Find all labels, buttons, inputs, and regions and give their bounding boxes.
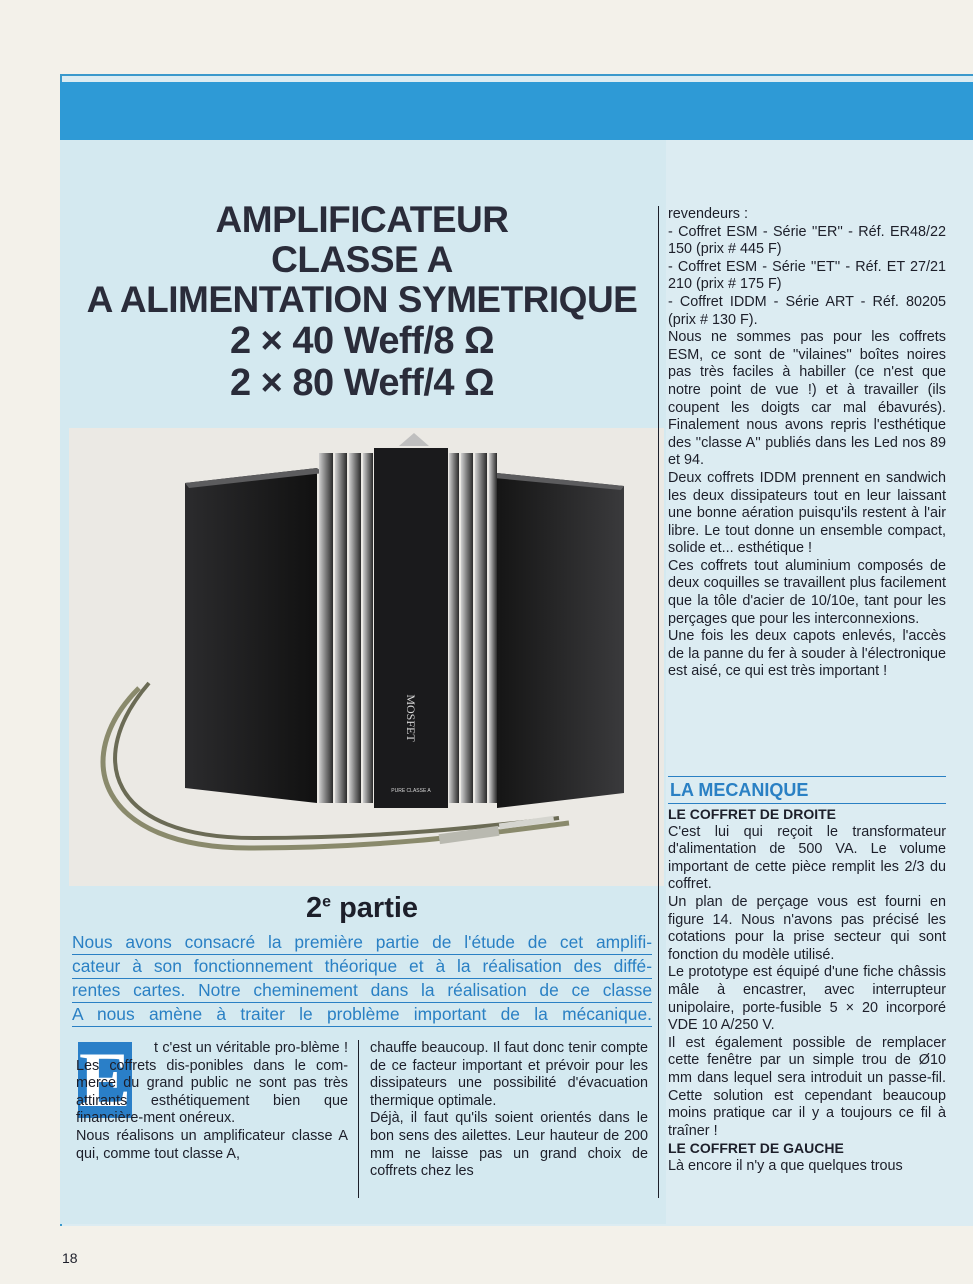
column-2 <box>370 1040 648 1181</box>
col3-paragraph: Il est également possible de remplacer cette fenêtre par un simple trou de Ø10 mm dans lequel sera introduit un passe-fil. Cette solution est cependant beaucoup moins pratique car il y a toujours ce fil à traîner ! <box>668 1034 946 1139</box>
pure-classe-a-label: PURE CLASSE A <box>391 788 431 794</box>
part-title <box>62 892 662 925</box>
drop-cap: E <box>78 1036 132 1123</box>
title-line-1: AMPLIFICATEUR <box>215 199 509 240</box>
column-divider <box>658 206 659 1198</box>
column-3-bottom <box>668 806 946 1175</box>
col3-paragraph: Une fois les deux capots enlevés, l'accès de la panne du fer à souder à l'électronique est aisé, ce qui est très important ! <box>668 628 946 680</box>
col3-paragraph: C'est lui qui reçoit le transformateur d'alimentation de 500 VA. Le volume important de cette pièce remplit les 2/3 du coffret. <box>668 823 946 893</box>
mosfet-label: MOSFET <box>404 694 418 742</box>
intro-line: A nous amène à traiter le problème important de la mécanique. <box>72 1003 652 1027</box>
intro-line: cateur à son fonctionnement théorique et à la réalisation des diffé- <box>72 955 652 979</box>
col3-paragraph: revendeurs : <box>668 206 748 222</box>
title-line-2: CLASSE A <box>271 239 453 280</box>
subsection-heading: LE COFFRET DE GAUCHE <box>668 1140 844 1157</box>
col1-paragraph: Nous réalisons un amplificateur classe A qui, comme tout classe A, <box>76 1127 348 1162</box>
col1-paragraph: t c'est un véritable pro-blème ! Les coffrets dis-ponibles dans le com-merce du grand public ne sont pas très attirants esthétiquement bien que financière-ment onéreux. <box>76 1040 348 1127</box>
col3-paragraph: Ces coffrets tout aluminium composés de deux coquilles se travaillent plus facilement que la tôle d'acier de 10/10e, tant pour les perçages que pour les interconnexions. <box>668 557 946 627</box>
part-suffix: e <box>322 893 331 911</box>
intro-paragraph <box>72 931 652 1027</box>
intro-line: rentes cartes. Notre cheminement dans la réalisation de ce classe <box>72 979 652 1003</box>
column-divider <box>358 1040 359 1198</box>
title-line-4: 2 × 40 Weff/8 Ω <box>229 320 495 362</box>
part-number: 2 <box>305 892 323 924</box>
title-line-5: 2 × 80 Weff/4 Ω <box>229 362 495 404</box>
amplifier-photo <box>69 428 664 886</box>
page-number: 18 <box>62 1250 78 1266</box>
col3-list-item: - Coffret IDDM - Série ART - Réf. 80205 (prix # 130 F). <box>668 293 946 328</box>
section-heading: LA MECANIQUE <box>668 776 946 804</box>
col3-list-item: - Coffret ESM - Série ''ER'' - Réf. ER48/22 150 (prix # 445 F) <box>668 223 946 258</box>
col3-paragraph: Un plan de perçage vous est fourni en figure 14. Nous n'avons pas précisé les cotations pour la prise secteur qui sont fonction du modèle utilisé. <box>668 893 946 963</box>
col3-paragraph: Nous ne sommes pas pour les coffrets ESM, ce sont de ''vilaines'' boîtes noires pas très faciles à habiller (ce n'est que notre point de vue !) et à travailler (ils coupent les doigts car mal ébavurés). Finalement nous avons repris l'esthétique des ''classe A'' publiés dans les Led nos 89 et 94. <box>668 329 946 469</box>
col3-paragraph: Le prototype est équipé d'une fiche châssis mâle à encastrer, avec interrupteur unipolaire, porte-fusible 5 × 20 incorporé VDE 10 A/250 V. <box>668 964 946 1034</box>
title-line-3: A ALIMENTATION SYMETRIQUE <box>86 279 638 320</box>
article-title <box>62 200 662 404</box>
col3-paragraph: Deux coffrets IDDM prennent en sandwich les deux dissipateurs tout en leur laissant une bonne aération puisqu'ils restent à l'air libre. Le tout donne un ensemble compact, solide et... esthétique ! <box>668 469 946 557</box>
intro-line: Nous avons consacré la première partie de l'étude de cet amplifi- <box>72 931 652 955</box>
col3-paragraph: Là encore il n'y a que quelques trous <box>668 1157 903 1174</box>
subsection-heading: LE COFFRET DE DROITE <box>668 806 836 822</box>
part-word: partie <box>339 892 419 924</box>
col2-paragraph: chauffe beaucoup. Il faut donc tenir compte de ce facteur important et prévoir pour les dissipateurs une possibilité d'évacuation thermique optimale. <box>370 1040 648 1109</box>
col2-paragraph: Déjà, il faut qu'ils soient orientés dans le bon sens des ailettes. Leur hauteur de 200 mm ne laisse pas un grand choix de coffrets chez les <box>370 1110 648 1180</box>
col3-list-item: - Coffret ESM - Série ''ET'' - Réf. ET 27/21 210 (prix # 175 F) <box>668 258 946 293</box>
column-1 <box>76 1036 348 1163</box>
header-banner <box>60 82 973 140</box>
amplifier-illustration <box>69 428 664 886</box>
column-3-top <box>668 206 946 681</box>
